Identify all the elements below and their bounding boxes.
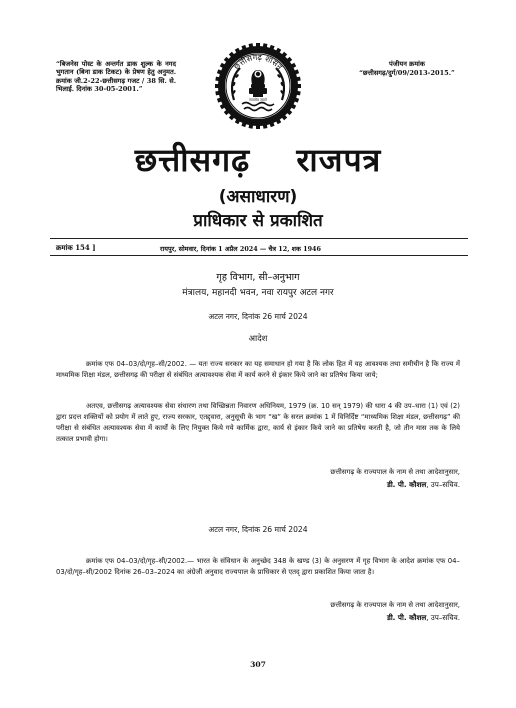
signatory-designation: , उप–सचिव. [426, 480, 460, 489]
department-heading: गृह विभाग, सी–अनुभाग [216, 272, 300, 283]
header-rule-top [50, 238, 468, 239]
signature-governor-line-2: छत्तीसगढ़ के राज्यपाल के नाम से तथा आदेशानुसार, [330, 601, 460, 609]
emblem-text: छत्तीसगढ़ शासन [232, 52, 284, 72]
signatory [262, 480, 460, 490]
order-heading: आदेश [248, 333, 268, 343]
signatory-name: डी. पी. कौशल [386, 480, 427, 489]
header-rule-bottom [50, 255, 468, 256]
gazette-subtitle: (असाधारण) [218, 187, 298, 207]
ministry-address: मंत्रालय, महानदी भवन, नवा रायपुर अटल नगर [182, 288, 334, 298]
order-date: अटल नगर, दिनांक 26 मार्च 2024 [208, 312, 308, 321]
emblem-motto: सत्यमेव जयते [249, 98, 267, 102]
signature-governor-line: छत्तीसगढ़ के राज्यपाल के नाम से तथा आदेशानुसार, [330, 468, 460, 476]
page-number: 307 [250, 660, 266, 669]
signatory-name-2: डी. पी. कौशल [386, 613, 427, 622]
order-paragraph-2: अतएव, छत्तीसगढ़ अत्यावश्यक सेवा संधारण तथा विच्छिन्नता निवारण अधिनियम, 1979 (क्र. 10 सन् 1979) की धारा 4 की उप–धारा (1) एवं (2) द्वारा प्रदत्त शक्तियों को प्रयोग में लाते हुए, राज्य सरकार, एतद्द्वारा, अनुसूची के भाग “ख” के सरल क्रमांक 1 में विनिर्दिष्ट “माध्यमिक शिक्षा मंडल, छत्तीसगढ़” की परीक्षा से संबंधित अत्यावश्यक सेवा में कार्यों के लिए नियुक्त किये गये कार्मिक द्वारा, कार्य से इंकार किये जाने का प्रतिषेध करती है, जो तीन मास तक के लिये तत्काल प्रभावी होगा। [56, 402, 460, 443]
signatory-2 [262, 613, 460, 623]
registration-label: पंजीयन क्रमांक [389, 60, 425, 68]
translation-paragraph: क्रमांक एफ 04–03/दो/गृह–सी/2002.— भारत के संविधान के अनुच्छेद 348 के खण्ड (3) के अनुसरण में गृह विभाग के आदेश क्रमांक एफ 04–03/दो/गृह–सी/2002 दिनांक 26–03–2024 का अंग्रेजी अनुवाद राज्यपाल के प्राधिकार से एतद् द्वारा प्रकाशित किया जाता है। [56, 557, 460, 576]
issue-number: क्रमांक 154 ] [56, 243, 96, 252]
published-by-authority: प्राधिकार से प्रकाशित [193, 211, 323, 231]
gazette-title: छत्तीसगढ़ राजपत्र [134, 141, 382, 179]
registration-block [344, 60, 470, 77]
issue-date-line: रायपुर, सोमवार, दिनांक 1 अप्रैल 2024 — चैत्र 12, शक 1946 [160, 245, 321, 253]
signatory-designation-2: , उप–सचिव. [426, 613, 460, 622]
translation-date: अटल नगर, दिनांक 26 मार्च 2024 [208, 525, 308, 534]
registration-number: “छत्तीसगढ़/दुर्ग/09/2013-2015.” [359, 68, 455, 77]
postal-permission-note: “बिजनेस पोस्ट के अन्तर्गत डाक शुल्क के नगद भुगतान (बिना डाक टिकट) के प्रेषण हेतु अनुमत. क्रमांक जी.2-22-छत्तीसगढ़ गजट / 38 सि. से. भिलाई. दिनांक 30-05-2001.” [56, 60, 176, 94]
order-paragraph-1: क्रमांक एफ 04–03/दो/गृह–सी/2002. — यतः राज्य सरकार का यह समाधान हो गया है कि लोक हित में यह आवश्यक तथा समीचीन है कि राज्य में माध्यमिक शिक्षा मंडल, छत्तीसगढ़ की परीक्षा से संबंधित अत्यावश्यक सेवा में कार्य करने से इंकार किये जाने का प्रतिषेध किया जाये; [56, 360, 460, 379]
state-emblem-icon [212, 40, 304, 132]
